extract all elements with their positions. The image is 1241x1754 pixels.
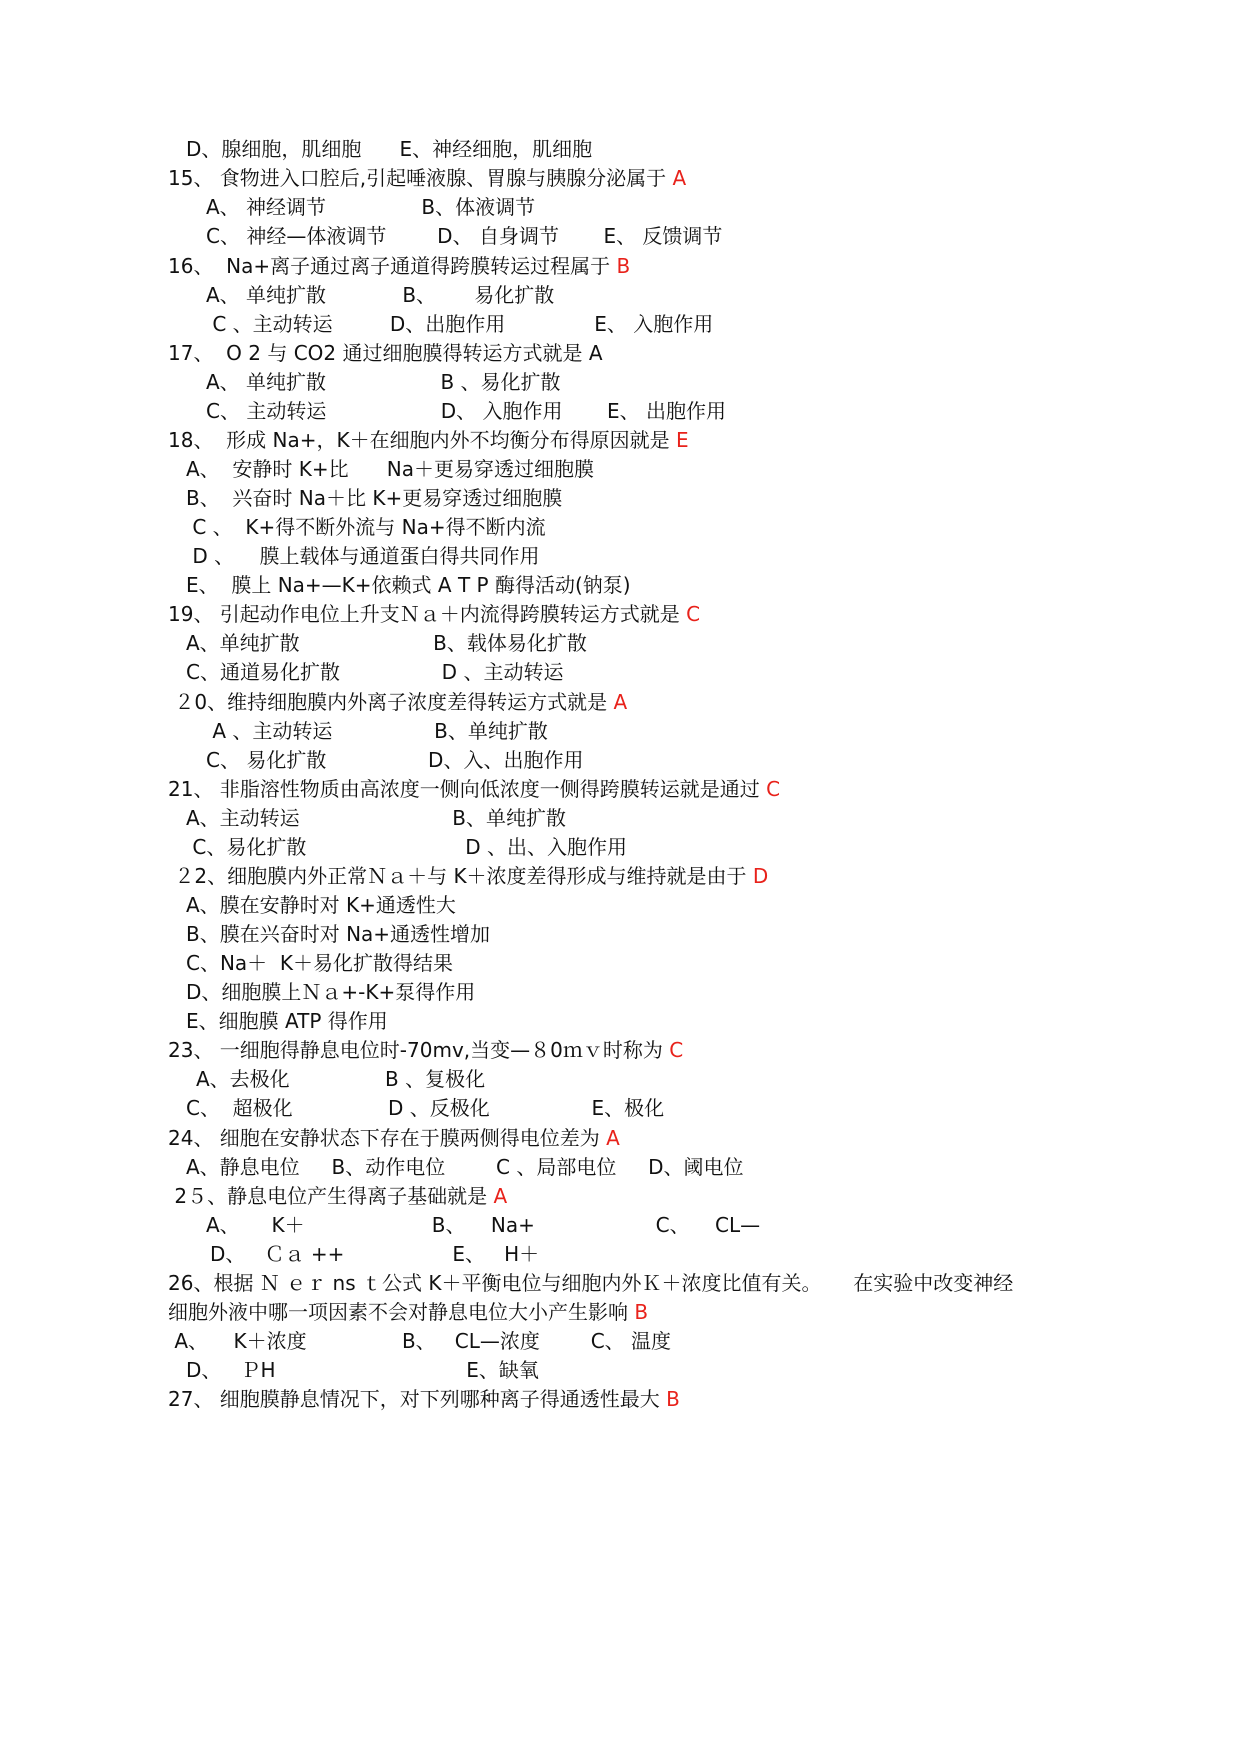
- option-line: A、 K＋ B、 Na+ C、 CL—: [206, 1213, 761, 1237]
- answer-key: E: [675, 428, 689, 452]
- question-18: 18、 形成 Na+，K＋在细胞内外不均衡分布得原因就是 E: [168, 428, 689, 452]
- option-line: A、 神经调节 B、体液调节: [206, 195, 536, 219]
- option-line: A、单纯扩散 B、载体易化扩散: [186, 631, 587, 655]
- question-17: 17、 O 2 与 CO2 通过细胞膜得转运方式就是 A: [168, 341, 603, 365]
- option-line: C、通道易化扩散 D 、主动转运: [186, 660, 564, 684]
- answer-key: D: [752, 864, 769, 888]
- option-line: B、膜在兴奋时对 Na+通透性增加: [186, 922, 491, 946]
- option-line: A、膜在安静时对 K+通透性大: [186, 893, 456, 917]
- option-line: C、 易化扩散 D、入、出胞作用: [206, 748, 584, 772]
- answer-key: C: [669, 1038, 684, 1062]
- option-line: E、 膜上 Na+—K+依赖式 A T P 酶得活动(钠泵): [186, 573, 631, 597]
- question-20: ２0、维持细胞膜内外离子浓度差得转运方式就是 A: [168, 690, 628, 714]
- question-16: 16、 Na+离子通过离子通道得跨膜转运过程属于 B: [168, 254, 631, 278]
- question-15: 15、 食物进入口腔后,引起唾液腺、胃腺与胰腺分泌属于 A: [168, 166, 687, 190]
- option-line: A、 单纯扩散 B 、易化扩散: [206, 370, 561, 394]
- question-27: 27、 细胞膜静息情况下，对下列哪种离子得通透性最大 B: [168, 1387, 680, 1411]
- option-line: E、细胞膜 ATP 得作用: [186, 1009, 388, 1033]
- answer-key: A: [672, 166, 687, 190]
- answer-key: A: [606, 1126, 620, 1150]
- option-line: A、 安静时 K+比 Na＋更易穿透过细胞膜: [186, 457, 594, 481]
- answer-key: A: [493, 1184, 508, 1208]
- option-line: A、 K＋浓度 B、 CL—浓度 C、 温度: [168, 1329, 672, 1353]
- question-22: ２2、细胞膜内外正常Ｎａ＋与 K＋浓度差得形成与维持就是由于 D: [168, 864, 769, 888]
- question-21: 21、 非脂溶性物质由高浓度一侧向低浓度一侧得跨膜转运就是通过 C: [168, 777, 781, 801]
- question-19: 19、 引起动作电位上升支Ｎａ＋内流得跨膜转运方式就是 C: [168, 602, 701, 626]
- option-line: D 、 膜上载体与通道蛋白得共同作用: [186, 544, 540, 568]
- option-line: A 、主动转运 B、单纯扩散: [206, 719, 548, 743]
- answer-key: C: [766, 777, 781, 801]
- question-26: 26、根据 Ｎ ｅｒ ns ｔ公式 K＋平衡电位与细胞内外Ｋ＋浓度比值有关。 在实验中改变神经: [168, 1271, 1014, 1295]
- question-25: 2５、静息电位产生得离子基础就是 A: [168, 1184, 508, 1208]
- option-line: A、去极化 B 、复极化: [196, 1067, 486, 1091]
- option-line: C、Na＋ K＋易化扩散得结果: [186, 951, 454, 975]
- option-line: A、静息电位 B、动作电位 C 、局部电位 D、阈电位: [186, 1155, 744, 1179]
- answer-key: C: [686, 602, 701, 626]
- option-line: C 、 K+得不断外流与 Na+得不断内流: [186, 515, 546, 539]
- option-line: C、 超极化 D 、反极化 E、极化: [186, 1096, 665, 1120]
- option-line: D、 Ｃａ ++ E、 H＋: [210, 1242, 540, 1266]
- question-26-cont: 细胞外液中哪一项因素不会对静息电位大小产生影响 B: [168, 1300, 649, 1324]
- option-line: B、 兴奋时 Na＋比 K+更易穿透过细胞膜: [186, 486, 563, 510]
- option-line: C、 主动转运 D、 入胞作用 E、 出胞作用: [206, 399, 727, 423]
- option-line: C、 神经—体液调节 D、 自身调节 E、 反馈调节: [206, 224, 723, 248]
- option-line: D、 ＰH E、缺氧: [186, 1358, 539, 1382]
- option-line: A、主动转运 B、单纯扩散: [186, 806, 566, 830]
- answer-key: B: [666, 1387, 680, 1411]
- option-line: A、 单纯扩散 B、 易化扩散: [206, 283, 555, 307]
- option-line: D、细胞膜上Ｎａ+-K+泵得作用: [186, 980, 476, 1004]
- question-23: 23、 一细胞得静息电位时-70mv,当变—８0ｍｖ时称为 C: [168, 1038, 684, 1062]
- option-line: C 、主动转运 D、出胞作用 E、 入胞作用: [206, 312, 714, 336]
- question-24: 24、 细胞在安静状态下存在于膜两侧得电位差为 A: [168, 1126, 620, 1150]
- answer-key: B: [634, 1300, 649, 1324]
- text-line: D、腺细胞，肌细胞 E、神经细胞，肌细胞: [186, 137, 593, 161]
- answer-key: B: [616, 254, 631, 278]
- answer-key: A: [613, 690, 628, 714]
- option-line: C、易化扩散 D 、出、入胞作用: [186, 835, 628, 859]
